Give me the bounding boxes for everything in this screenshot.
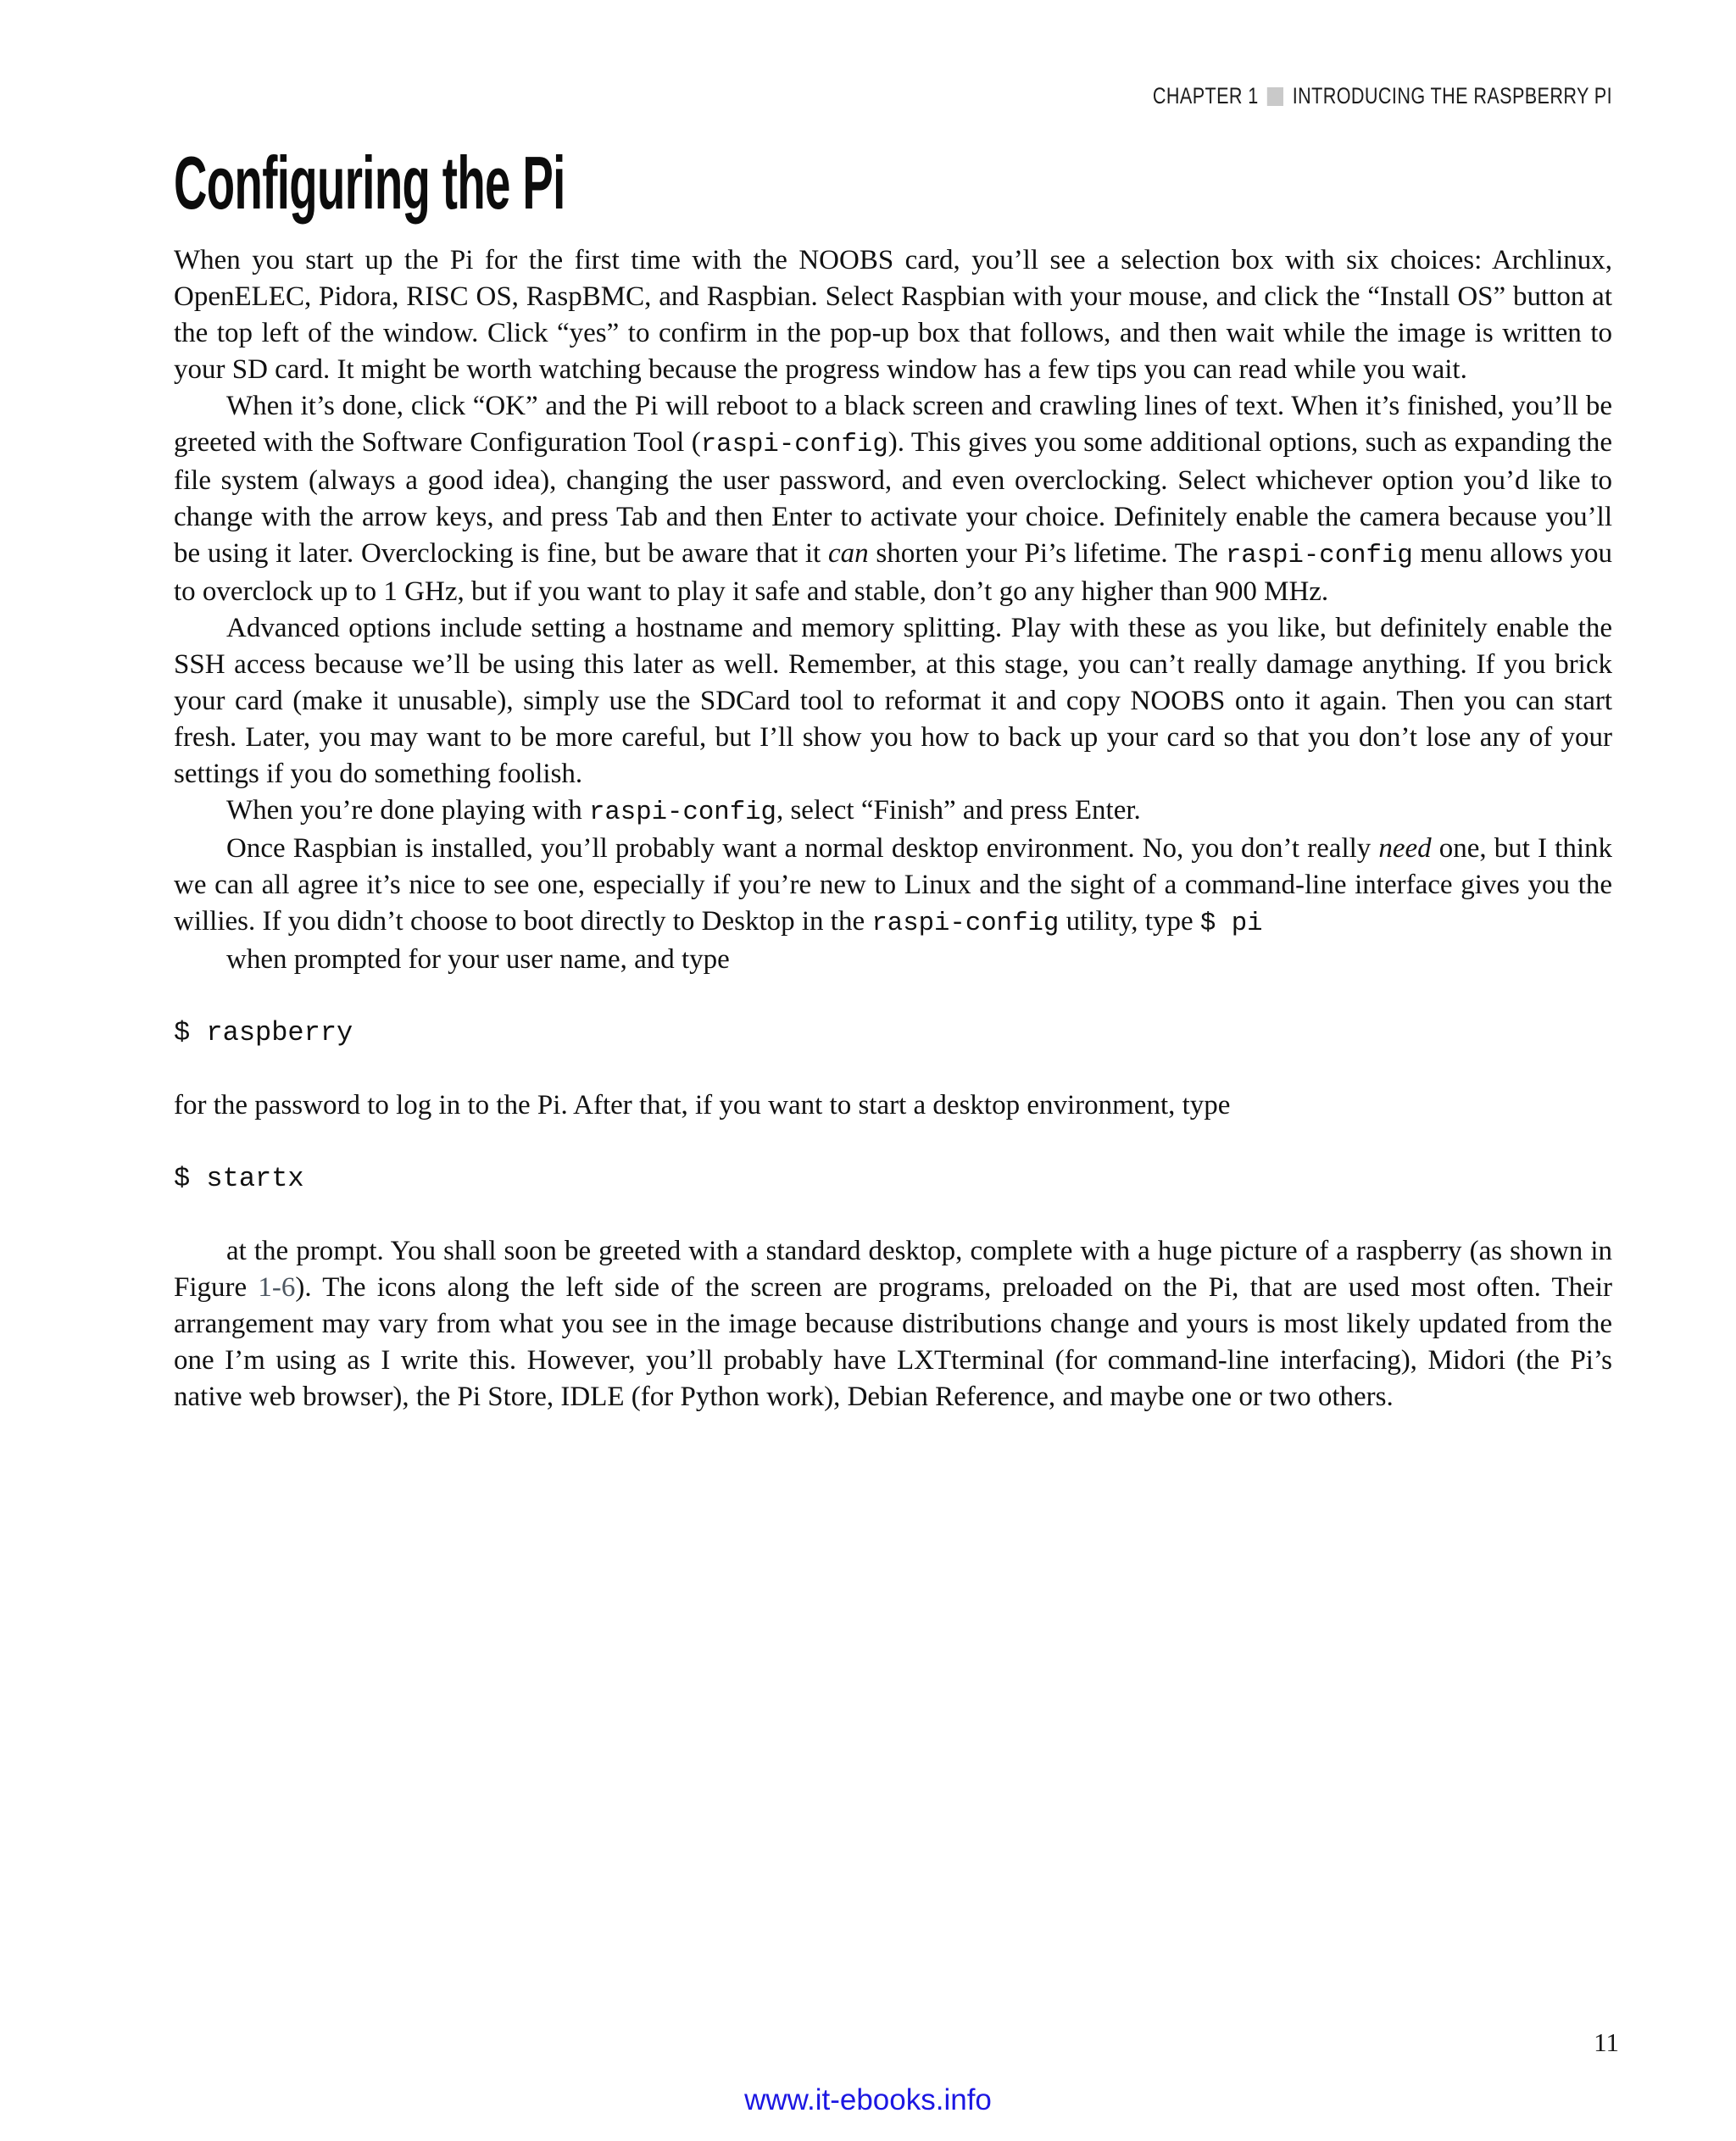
text-run: utility, type bbox=[1059, 906, 1200, 937]
section-heading bbox=[174, 141, 1612, 225]
text-run: for the password to log in to the Pi. After that, if you want to start a desktop environment, type bbox=[174, 1090, 1231, 1121]
paragraph bbox=[174, 388, 1612, 610]
text-run: ). This gives you some additional options, such as expanding the file system (always a good idea), changing the user password, and even overclocking. Select whichever option you’d like to change with the arrow keys, and press Tab and then Enter to activate your choice. Definitely enable the camera because you’ll be using it later. Overclocking is fine, but be aware that it bbox=[174, 427, 1613, 569]
paragraph bbox=[174, 942, 1612, 978]
text-run: , select “Finish” and press Enter. bbox=[776, 795, 1141, 826]
footer-watermark-link[interactable]: www.it-ebooks.info bbox=[744, 2083, 992, 2116]
code-block: $ startx bbox=[174, 1163, 304, 1194]
paragraph bbox=[174, 610, 1612, 792]
text-run: one, but I think we can all agree it’s nice to see one, especially if you’re new to Linux and the sight of a command-line interface gives you the willies. If you didn’t choose to boot directly to Desktop in the bbox=[174, 833, 1612, 937]
paragraph bbox=[174, 1233, 1612, 1415]
page-number: 11 bbox=[1594, 2027, 1619, 2057]
text-run: when prompted for your user name, and type bbox=[226, 944, 730, 975]
inline-code: raspi-config bbox=[871, 909, 1060, 938]
text-run: menu allows you to overclock up to 1 GHz, but if you want to play it safe and stable, don’t go any higher than 900 MHz. bbox=[174, 538, 1612, 607]
code-block: $ raspberry bbox=[174, 1017, 353, 1048]
text-run: When you start up the Pi for the first time with the NOOBS card, you’ll see a selection box with six choices: Archlinux, OpenELEC, Pidora, RISC OS, RaspBMC, and Raspbian. Select Raspbian with your mouse, and click the “Install OS” button at the top left of the window. Click “yes” to confirm in the pop-up box that follows, and then wait while the image is written to your SD card. It might be worth watching because the progress window has a few tips you can read while you wait. bbox=[174, 245, 1612, 385]
chapter-title: INTRODUCING THE RASPBERRY PI bbox=[1292, 83, 1612, 108]
paragraph bbox=[174, 792, 1612, 831]
text-run: ). The icons along the left side of the screen are programs, preloaded on the Pi, that are used most often. Their arrangement may vary from what you see in the image because distributions change and yours is most likely updated from the one I’m using as I write this. However, you’ll probably have LXTterminal (for command-line interfacing), Midori (the Pi’s native web browser), the Pi Store, IDLE (for Python work), Debian Reference, and maybe one or two others. bbox=[174, 1272, 1612, 1412]
inline-code: raspi-config bbox=[1225, 541, 1413, 570]
running-header bbox=[461, 83, 1612, 109]
body-copy bbox=[174, 242, 1612, 1415]
content-column bbox=[174, 141, 1613, 1415]
paragraph bbox=[174, 1087, 1612, 1124]
paragraph bbox=[174, 242, 1612, 388]
text-run: Once Raspbian is installed, you’ll probably want a normal desktop environment. No, you don’t really bbox=[226, 833, 1379, 864]
text-run: When it’s done, click “OK” and the Pi will reboot to a black screen and crawling lines of text. When it’s finished, you’ll be greeted with the Software Configuration Tool ( bbox=[174, 391, 1612, 458]
section-heading-text: Configuring the Pi bbox=[174, 141, 565, 225]
text-run: at the prompt. You shall soon be greeted with a standard desktop, complete with a huge picture of a raspberry (as shown in Figure bbox=[174, 1236, 1612, 1303]
inline-code: raspi-config bbox=[700, 430, 888, 459]
inline-code: $ pi bbox=[1199, 909, 1263, 938]
text-run: Advanced options include setting a hostname and memory splitting. Play with these as you like, but definitely enable the SSH access because we’ll be using this later as well. Remember, at this stage, you can’t really damage anything. If you brick your card (make it unusable), simply use the SDCard tool to reformat it and copy NOOBS onto it again. Then you can start fresh. Later, you may want to be more careful, but I’ll show you how to back up your card so that you don’t lose any of your settings if you do something foolish. bbox=[174, 613, 1612, 789]
emphasis-text: can bbox=[827, 538, 869, 569]
text-run: shorten your Pi’s lifetime. The bbox=[868, 538, 1226, 569]
figure-xref-link[interactable]: 1-6 bbox=[258, 1272, 296, 1303]
chapter-label: CHAPTER 1 bbox=[1152, 83, 1259, 108]
text-run: When you’re done playing with bbox=[226, 795, 589, 826]
inline-code: raspi-config bbox=[588, 798, 776, 827]
header-square-icon bbox=[1267, 87, 1283, 106]
paragraph bbox=[174, 831, 1612, 942]
emphasis-text: need bbox=[1378, 833, 1432, 864]
